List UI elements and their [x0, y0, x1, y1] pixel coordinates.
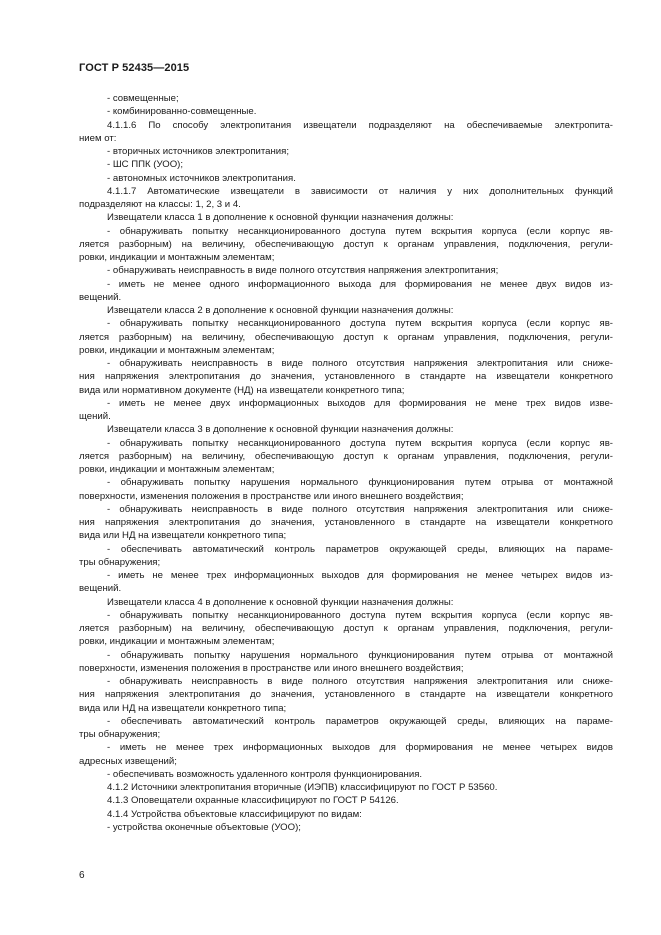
text-line: вещений.: [79, 291, 122, 303]
document-header: ГОСТ Р 52435—2015: [79, 62, 190, 74]
text-line: 4.1.4 Устройства объектовые классифицируют по видам:: [107, 808, 362, 820]
text-line: ляется разборным) на величину, обеспечивающую доступ к органам управления, подключения, регули-: [79, 331, 613, 343]
text-line: подразделяют на классы: 1, 2, 3 и 4.: [79, 199, 241, 210]
text-line: - иметь не менее двух информационных выходов для формирования не мене трех видов изве-: [107, 397, 613, 409]
text-line: - обеспечивать автоматический контроль параметров окружающей среды, влияющих на параме-: [107, 715, 613, 727]
text-line: Извещатели класса 4 в дополнение к основной функции назначения должны:: [107, 596, 454, 608]
text-line: - совмещенные;: [107, 93, 179, 104]
text-line: - обнаруживать неисправность в виде полного отсутствия напряжения электропитания или сниже-: [107, 503, 613, 515]
text-line: - ШС ППК (УОО);: [107, 159, 184, 171]
text-line: - обеспечивать автоматический контроль параметров окружающей среды, влияющих на параме-: [107, 543, 613, 555]
text-line: ляется разборным) на величину, обеспечивающую доступ к органам управления, подключения, регули-: [79, 450, 613, 462]
text-line: ния напряжения электропитания до значения, установленного в стандарте на извещатели конкретного: [79, 689, 613, 701]
text-line: 4.1.3 Оповещатели охранные классифицируют по ГОСТ Р 54126.: [107, 795, 399, 807]
text-line: ровки, индикации и монтажным элементам;: [79, 344, 275, 356]
page-number: 6: [79, 870, 85, 881]
text-line: - обнаруживать неисправность в виде полного отсутствия напряжения электропитания или сниже-: [107, 676, 613, 687]
text-line: Извещатели класса 1 в дополнение к основной функции назначения должны:: [107, 212, 454, 224]
text-line: - обеспечивать возможность удаленного контроля функционирования.: [107, 768, 423, 780]
text-line: Извещатели класса 2 в дополнение к основной функции назначения должны:: [107, 305, 454, 316]
text-line: вида или нормативном документе (НД) на извещатели конкретного типа;: [79, 384, 405, 396]
text-line: тры обнаружения;: [79, 729, 161, 740]
text-line: щений.: [79, 411, 111, 422]
text-line: 4.1.2 Источники электропитания вторичные (ИЭПВ) классифицируют по ГОСТ Р 53560.: [107, 782, 498, 793]
text-line: ляется разборным) на величину, обеспечивающую доступ к органам управления, подключения, регули-: [79, 238, 613, 250]
text-line: - обнаруживать попытку нарушения нормального функционирования путем отрыва от монтажной: [107, 477, 613, 489]
text-line: 4.1.1.6 По способу электропитания извещатели подразделяют на обеспечиваемые электропита-: [107, 119, 613, 131]
text-line: - иметь не менее одного информационного выхода для формирования не менее двух видов из-: [107, 278, 613, 290]
text-line: - обнаруживать попытку несанкционированного доступа путем вскрытия корпуса (если корпус яв-: [107, 225, 613, 237]
text-line: - обнаруживать попытку нарушения нормального функционирования путем отрыва от монтажной: [107, 649, 613, 661]
text-line: - вторичных источников электропитания;: [107, 146, 290, 157]
text-line: - иметь не менее трех информационных выходов для формирования не менее четырех видов: [107, 742, 613, 754]
text-line: - обнаруживать неисправность в виде полного отсутствия напряжения электропитания;: [107, 265, 499, 277]
text-line: ровки, индикации и монтажным элементам;: [79, 464, 275, 475]
text-line: - обнаруживать неисправность в виде полного отсутствия напряжения электропитания или сниже-: [107, 358, 613, 369]
text-line: вида или НД на извещатели конкретного типа;: [79, 702, 287, 714]
text-line: - обнаруживать попытку несанкционированного доступа путем вскрытия корпуса (если корпус яв-: [107, 318, 613, 330]
text-line: - комбинированно-совмещенные.: [107, 106, 257, 118]
text-line: вида или НД на извещатели конкретного типа;: [79, 530, 287, 542]
text-line: ровки, индикации и монтажным элементам;: [79, 252, 275, 263]
text-line: - обнаруживать попытку несанкционированного доступа путем вскрытия корпуса (если корпус яв-: [107, 609, 613, 621]
text-line: адресных извещений;: [79, 755, 177, 767]
text-line: - автономных источников электропитания.: [107, 172, 296, 184]
text-line: поверхности, изменения положения в пространстве или иного внешнего воздействия;: [79, 662, 464, 674]
text-line: - устройства оконечные объектовые (УОО);: [107, 821, 301, 833]
text-line: вещений.: [79, 583, 122, 595]
document-body: [79, 92, 613, 834]
text-line: 4.1.1.7 Автоматические извещатели в зависимости от наличия у них дополнительных функций: [107, 185, 613, 197]
text-line: - обнаруживать попытку несанкционированного доступа путем вскрытия корпуса (если корпус яв-: [107, 437, 613, 449]
text-line: - иметь не менее трех информационных выходов для формирования не менее четырех видов из-: [107, 570, 613, 581]
text-line: ровки, индикации и монтажным элементам;: [79, 636, 275, 648]
text-line: ния напряжения электропитания до значения, установленного в стандарте на извещатели конкретного: [79, 371, 613, 383]
text-line: ляется разборным) на величину, обеспечивающую доступ к органам управления, подключения, регули-: [79, 623, 613, 634]
text-line: поверхности, изменения положения в пространстве или иного внешнего воздействия;: [79, 490, 464, 502]
text-line: тры обнаружения;: [79, 556, 161, 568]
text-line: Извещатели класса 3 в дополнение к основной функции назначения должны:: [107, 424, 454, 436]
text-line: нием от:: [79, 132, 117, 144]
text-line: ния напряжения электропитания до значения, установленного в стандарте на извещатели конкретного: [79, 517, 613, 528]
